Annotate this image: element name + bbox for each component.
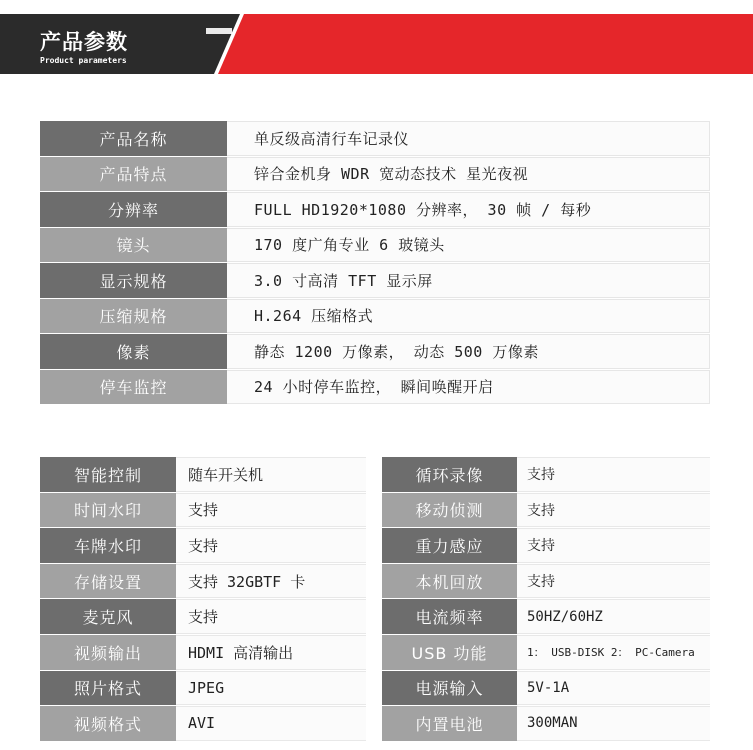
table-row — [40, 121, 710, 157]
feature-value: 5V-1A — [517, 671, 710, 706]
spec-label: 压缩规格 — [40, 299, 227, 334]
spec-label: 停车监控 — [40, 370, 227, 405]
spec-label: 镜头 — [40, 228, 227, 263]
page-subtitle: Product parameters — [40, 56, 127, 65]
table-row — [40, 228, 710, 264]
spec-value: 静态 1200 万像素， 动态 500 万像素 — [227, 334, 710, 369]
spec-label: 产品特点 — [40, 157, 227, 192]
feature-value: HDMI 高清输出 — [176, 635, 366, 670]
column-gap — [366, 635, 382, 670]
column-gap — [366, 528, 382, 563]
spec-label: 像素 — [40, 334, 227, 369]
table-row — [40, 334, 710, 370]
spec-value: 单反级高清行车记录仪 — [227, 121, 710, 156]
feature-label: 车牌水印 — [40, 528, 176, 563]
page-title: 产品参数 — [40, 30, 128, 54]
spec-value: FULL HD1920*1080 分辨率， 30 帧 / 每秒 — [227, 192, 710, 227]
feature-value: JPEG — [176, 671, 366, 706]
column-gap — [366, 706, 382, 741]
table-row — [40, 528, 710, 564]
spec-table — [40, 121, 710, 405]
table-row — [40, 493, 710, 529]
spec-label: 产品名称 — [40, 121, 227, 156]
feature-label: 本机回放 — [382, 564, 517, 599]
spec-value: H.264 压缩格式 — [227, 299, 710, 334]
table-row — [40, 564, 710, 600]
column-gap — [366, 564, 382, 599]
feature-value: 支持 — [176, 493, 366, 528]
table-row — [40, 671, 710, 707]
spec-label: 分辨率 — [40, 192, 227, 227]
feature-label: 电源输入 — [382, 671, 517, 706]
table-row — [40, 599, 710, 635]
feature-value: AVI — [176, 706, 366, 741]
feature-label: 内置电池 — [382, 706, 517, 741]
table-row — [40, 299, 710, 335]
column-gap — [366, 457, 382, 492]
column-gap — [366, 599, 382, 634]
column-gap — [366, 493, 382, 528]
feature-label: 视频格式 — [40, 706, 176, 741]
table-row — [40, 706, 710, 742]
feature-label: USB 功能 — [382, 635, 517, 670]
spec-value: 24 小时停车监控， 瞬间唤醒开启 — [227, 370, 710, 405]
feature-value: 支持 — [517, 528, 710, 563]
feature-label: 移动侦测 — [382, 493, 517, 528]
table-row — [40, 370, 710, 406]
feature-label: 存储设置 — [40, 564, 176, 599]
feature-label: 照片格式 — [40, 671, 176, 706]
table-row — [40, 263, 710, 299]
feature-value: 1： USB-DISK 2： PC-Camera — [517, 635, 710, 670]
feature-value: 随车开关机 — [176, 457, 366, 492]
feature-value: 支持 — [517, 493, 710, 528]
feature-value: 支持 — [176, 599, 366, 634]
feature-value: 支持 — [517, 457, 710, 492]
spec-value: 锌合金机身 WDR 宽动态技术 星光夜视 — [227, 157, 710, 192]
column-gap — [366, 671, 382, 706]
feature-label: 智能控制 — [40, 457, 176, 492]
feature-label: 视频输出 — [40, 635, 176, 670]
spec-value: 3.0 寸高清 TFT 显示屏 — [227, 263, 710, 298]
feature-label: 重力感应 — [382, 528, 517, 563]
table-row — [40, 157, 710, 193]
spec-value: 170 度广角专业 6 玻镜头 — [227, 228, 710, 263]
feature-value: 支持 32GBTF 卡 — [176, 564, 366, 599]
feature-label: 麦克风 — [40, 599, 176, 634]
feature-label: 时间水印 — [40, 493, 176, 528]
feature-value: 支持 — [176, 528, 366, 563]
feature-value: 支持 — [517, 564, 710, 599]
feature-value: 50HZ/60HZ — [517, 599, 710, 634]
feature-table — [40, 457, 710, 742]
feature-label: 电流频率 — [382, 599, 517, 634]
table-row — [40, 192, 710, 228]
table-row — [40, 457, 710, 493]
feature-label: 循环录像 — [382, 457, 517, 492]
table-row — [40, 635, 710, 671]
spec-label: 显示规格 — [40, 263, 227, 298]
feature-value: 300MAN — [517, 706, 710, 741]
